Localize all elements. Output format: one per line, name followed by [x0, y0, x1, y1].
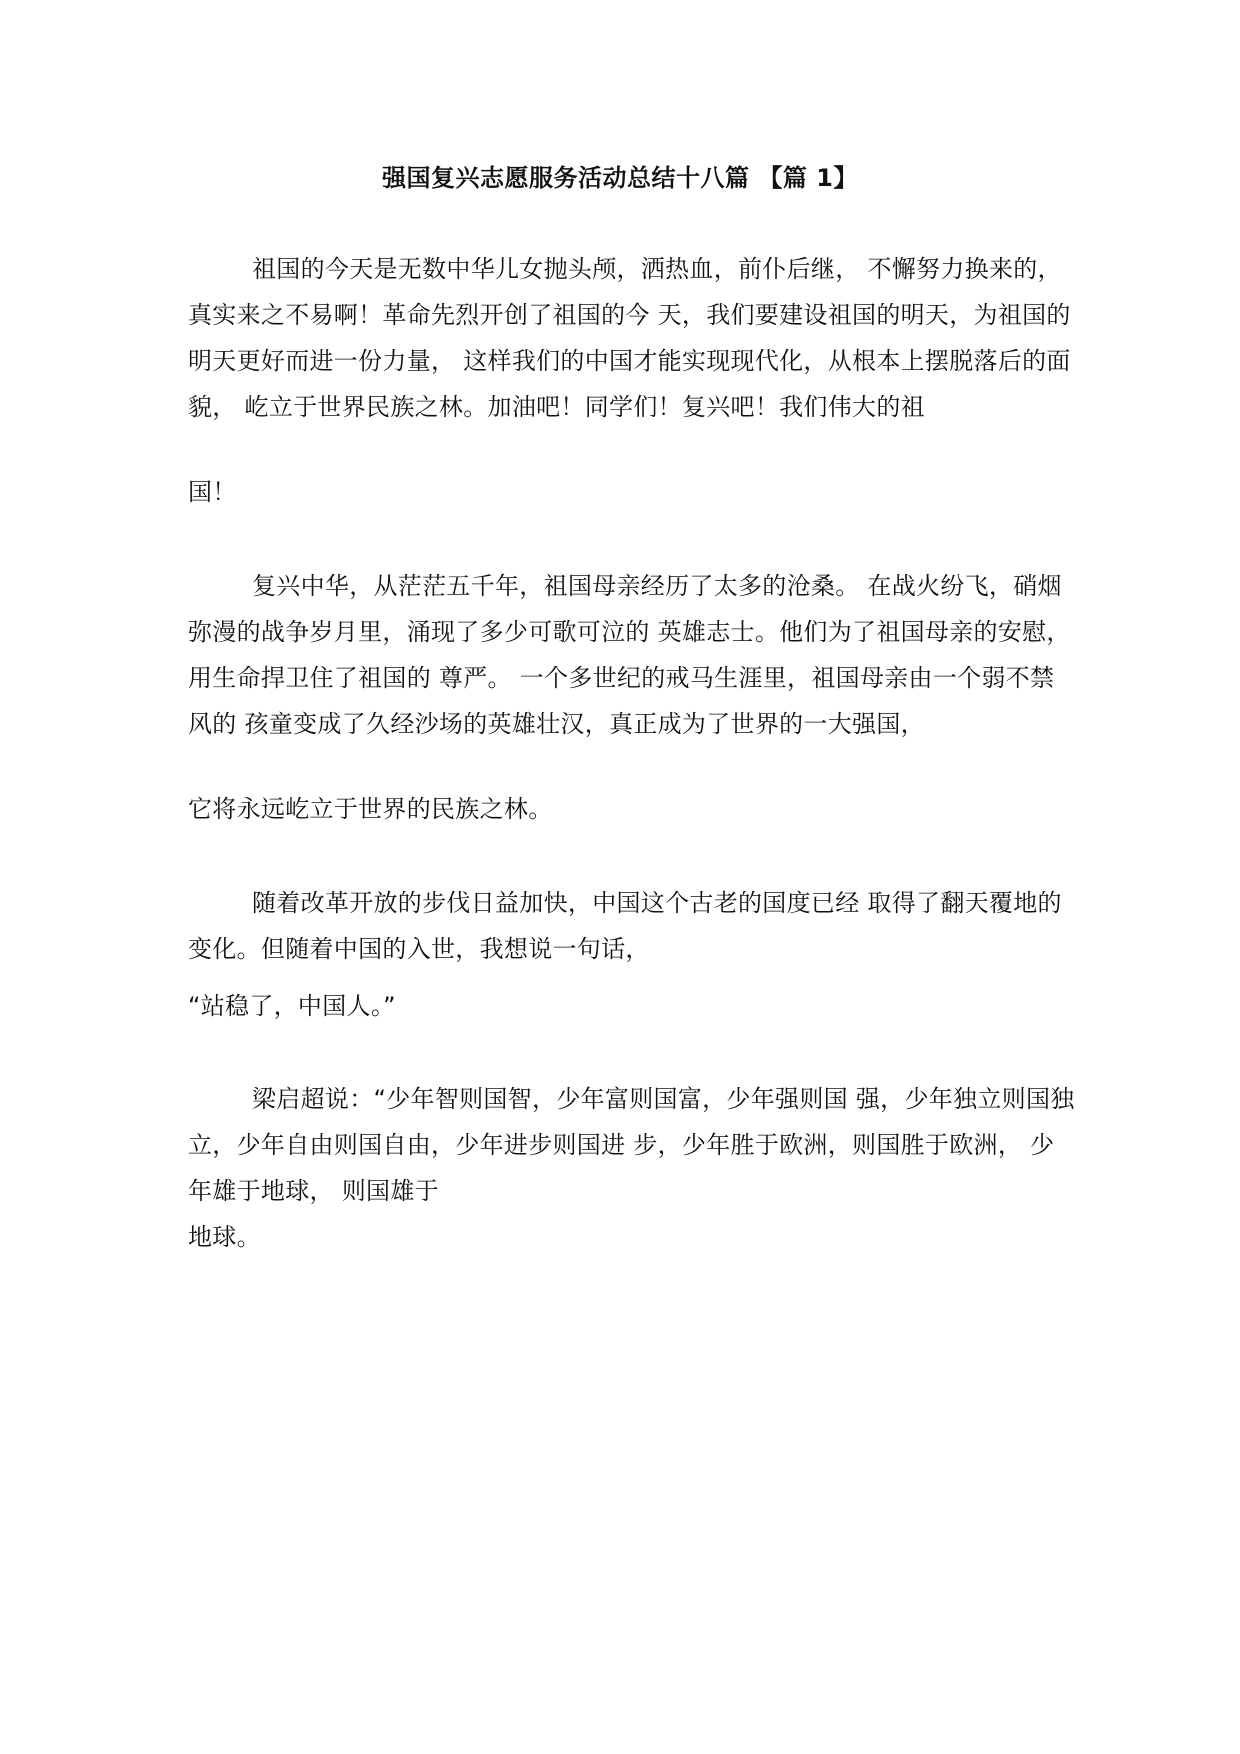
paragraph-4-continuation: 地球。	[188, 1223, 261, 1251]
paragraph-1-continuation: 国！	[188, 478, 237, 506]
quote-line: “站稳了，中国人。”	[188, 992, 396, 1020]
document-title: 强国复兴志愿服务活动总结十八篇 【篇 1】	[382, 164, 858, 192]
paragraph-3: 随着改革开放的步伐日益加快，中国这个古老的国度已经 取得了翻天覆地的变化。但随着中国的入世，我想说一句话，	[188, 889, 1062, 963]
paragraph-2: 复兴中华，从茫茫五千年，祖国母亲经历了太多的沧桑。 在战火纷飞，硝烟弥漫的战争岁月里，涌现了多少可歌可泣的 英雄志士。他们为了祖国母亲的安慰，用生命捍卫住了祖国的 尊严。 一个多世纪的戒马生涯里，祖国母亲由一个弱不禁风的 孩童变成了久经沙场的英雄壮汉，真正成为了世界的一大强国，	[188, 572, 1071, 738]
paragraph-1: 祖国的今天是无数中华儿女抛头颅，洒热血，前仆后继， 不懈努力换来的，真实来之不易啊！革命先烈开创了祖国的今 天，我们要建设祖国的明天，为祖国的明天更好而进一份力量， 这样我们的中国才能实现现代化，从根本上摆脱落后的面貌， 屹立于世界民族之林。加油吧！同学们！复兴吧！我们伟大的祖	[188, 255, 1071, 421]
paragraph-4: 梁启超说：“少年智则国智，少年富则国富，少年强则国 强，少年独立则国独立，少年自由则国自由，少年进步则国进 步，少年胜于欧洲，则国胜于欧洲， 少年雄于地球， 则国雄于	[188, 1085, 1075, 1205]
paragraph-2-continuation: 它将永远屹立于世界的民族之林。	[188, 795, 553, 823]
